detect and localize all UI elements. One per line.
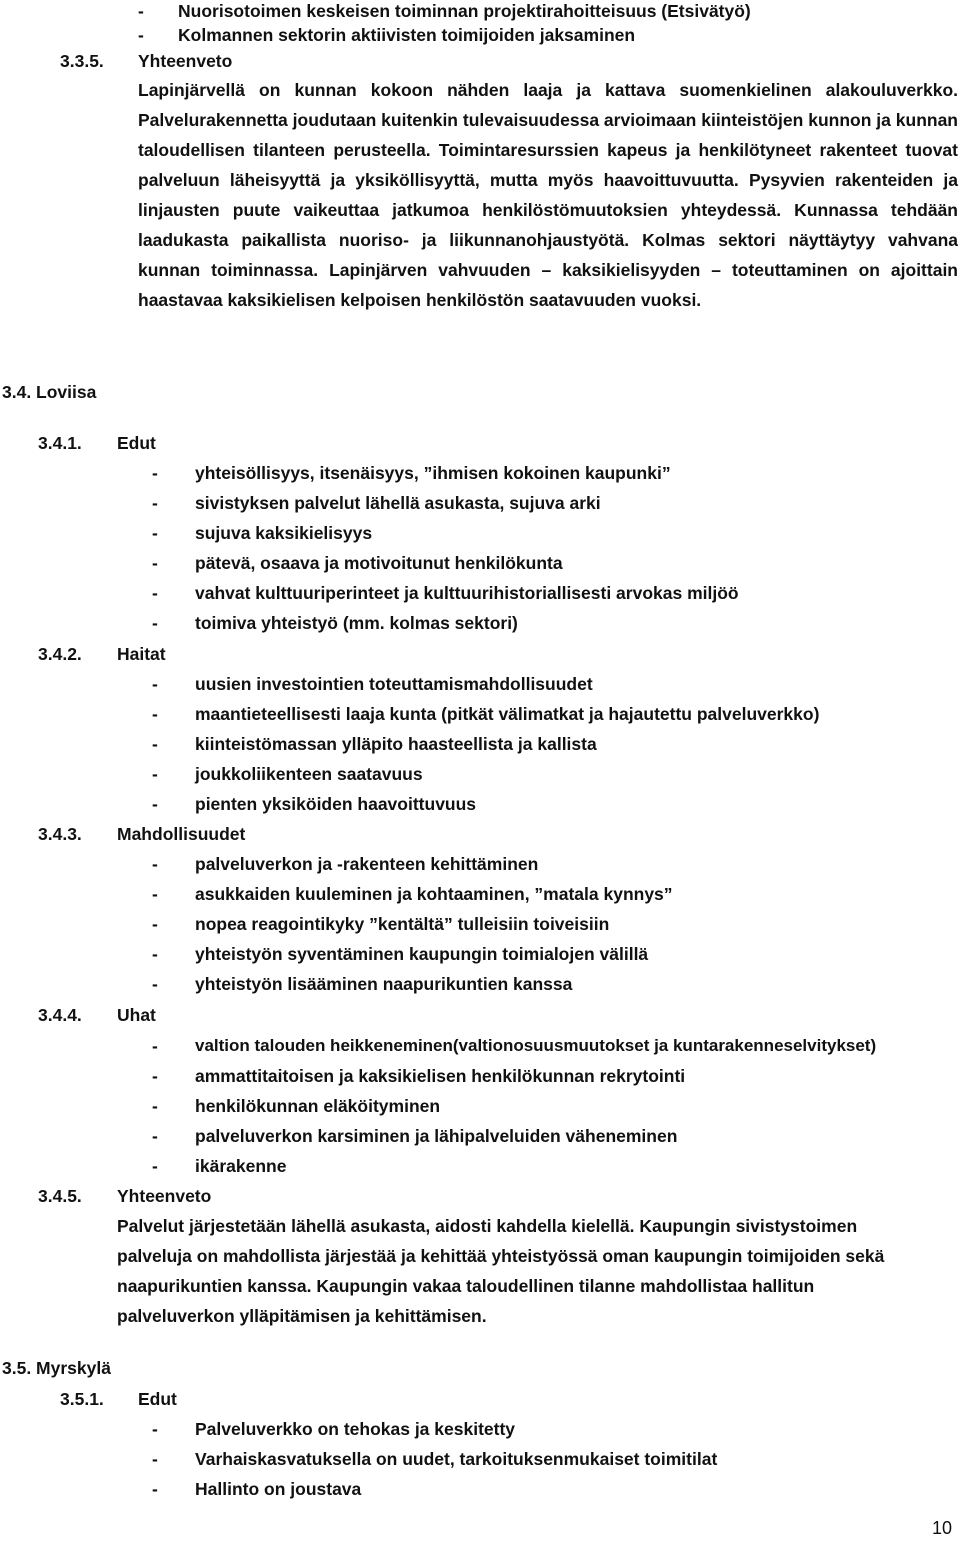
list-dash: - [152, 944, 158, 964]
list-item: yhteistyön syventäminen kaupungin toimialojen välillä [195, 944, 649, 964]
section-number: 3.4.1. [38, 433, 82, 453]
list-item: palveluverkon ja -rakenteen kehittäminen [195, 854, 539, 874]
list-dash: - [152, 704, 158, 724]
list-item: pätevä, osaava ja motivoitunut henkilökunta [195, 553, 563, 573]
list-item: ikärakenne [195, 1156, 287, 1176]
list-dash: - [152, 523, 158, 543]
list-item: toimiva yhteistyö (mm. kolmas sektori) [195, 613, 518, 633]
list-dash: - [152, 1066, 158, 1086]
list-dash: - [152, 553, 158, 573]
list-dash: - [152, 1036, 158, 1056]
list-item: pienten yksiköiden haavoittuvuus [195, 794, 477, 814]
section-title: Mahdollisuudet [117, 824, 246, 844]
list-dash: - [152, 914, 158, 934]
list-item: Palveluverkko on tehokas ja keskitetty [195, 1419, 516, 1439]
list-item: ammattitaitoisen ja kaksikielisen henkilökunnan rekrytointi [195, 1066, 686, 1086]
list-dash: - [152, 734, 158, 754]
section-title: Haitat [117, 644, 166, 664]
summary-paragraph: Palvelut järjestetään lähellä asukasta, aidosti kahdella kielellä. Kaupungin sivistystoimen palveluja on mahdollista järjestää ja kehittää yhteistyössä oman kaupungin toimijoiden sekä naapurikuntien kanssa. Kaupungin vakaa taloudellinen tilanne mahdollistaa hallitun palveluverkon ylläpitämisen ja kehittämisen. [117, 1216, 885, 1326]
section-title: Edut [138, 1389, 177, 1409]
section-number: 3.4.4. [38, 1005, 82, 1025]
list-dash: - [152, 1126, 158, 1146]
summary-paragraph: Lapinjärvellä on kunnan kokoon nähden laaja ja kattava suomenkielinen alakouluverkko. Palvelurakennetta joudutaan kuitenkin tulevaisuudessa arvioimaan kiinteistöjen kunnon ja kunnan taloudellisen tilanteen perusteella. Toimintaresurssien kapeus ja henkilötyneet rakenteet tuovat palveluun läheisyyttä ja yksiköllisyyttä, mutta myös haavoittuvuutta. Pysyvien rakenteiden ja linjausten puute vaikeuttaa jatkumoa henkilöstömuutoksien yhteydessä. Kunnassa tehdään laadukasta paikallista nuoriso- ja liikunnanohjaustyötä. Kolmas sektori näyttäytyy vahvana kunnan toiminnassa. Lapinjärven vahvuuden – kaksikielisyyden – toteuttaminen on ajoittain haastavaa kaksikielisen kelpoisen henkilöstön saatavuuden vuoksi. [138, 80, 958, 310]
list-dash: - [152, 674, 158, 694]
section-title: Uhat [117, 1005, 156, 1025]
list-item: Kolmannen sektorin aktiivisten toimijoiden jaksaminen [178, 25, 636, 45]
list-item: palveluverkon karsiminen ja lähipalveluiden väheneminen [195, 1126, 678, 1146]
list-dash: - [152, 493, 158, 513]
list-item: sujuva kaksikielisyys [195, 523, 373, 543]
list-dash: - [152, 583, 158, 603]
list-item: vahvat kulttuuriperinteet ja kulttuurihistoriallisesti arvokas miljöö [195, 583, 739, 603]
list-dash: - [152, 884, 158, 904]
list-item: uusien investointien toteuttamismahdollisuudet [195, 674, 593, 694]
list-dash: - [152, 1419, 158, 1439]
list-item: nopea reagointikyky ”kentältä” tulleisiin toiveisiin [195, 914, 610, 934]
list-dash: - [152, 1096, 158, 1116]
section-title: Edut [117, 433, 156, 453]
list-dash: - [152, 1156, 158, 1176]
list-dash: - [138, 25, 144, 45]
list-item: joukkoliikenteen saatavuus [195, 764, 423, 784]
list-dash: - [152, 794, 158, 814]
list-item: Nuorisotoimen keskeisen toiminnan projektirahoitteisuus (Etsivätyö) [178, 1, 751, 21]
list-dash: - [152, 1449, 158, 1469]
list-item: valtion talouden heikkeneminen(valtionosuusmuutokset ja kuntarakenneselvitykset) [195, 1036, 877, 1055]
list-item: kiinteistömassan ylläpito haasteellista ja kallista [195, 734, 597, 754]
chapter-heading: 3.4. Loviisa [2, 382, 97, 402]
list-item: yhteistyön lisääminen naapurikuntien kanssa [195, 974, 573, 994]
list-item: Hallinto on joustava [195, 1479, 362, 1499]
list-item: Varhaiskasvatuksella on uudet, tarkoituksenmukaiset toimitilat [195, 1449, 718, 1469]
list-item: asukkaiden kuuleminen ja kohtaaminen, ”matala kynnys” [195, 884, 673, 904]
chapter-heading: 3.5. Myrskylä [2, 1358, 111, 1378]
list-item: henkilökunnan eläköityminen [195, 1096, 441, 1116]
section-number: 3.4.2. [38, 644, 82, 664]
list-dash: - [152, 974, 158, 994]
section-number: 3.5.1. [60, 1389, 104, 1409]
section-number: 3.4.5. [38, 1186, 82, 1206]
list-dash: - [152, 613, 158, 633]
list-item: sivistyksen palvelut lähellä asukasta, sujuva arki [195, 493, 601, 513]
section-number: 3.4.3. [38, 824, 82, 844]
list-dash: - [152, 463, 158, 483]
list-dash: - [152, 1479, 158, 1499]
list-dash: - [152, 854, 158, 874]
list-item: yhteisöllisyys, itsenäisyys, ”ihmisen kokoinen kaupunki” [195, 463, 671, 483]
section-title: Yhteenveto [117, 1186, 212, 1206]
list-dash: - [152, 764, 158, 784]
list-item: maantieteellisesti laaja kunta (pitkät välimatkat ja hajautettu palveluverkko) [195, 704, 820, 724]
section-title: Yhteenveto [138, 51, 233, 71]
section-number: 3.3.5. [60, 51, 104, 71]
list-dash: - [138, 1, 144, 21]
page-number: 10 [931, 1518, 952, 1538]
